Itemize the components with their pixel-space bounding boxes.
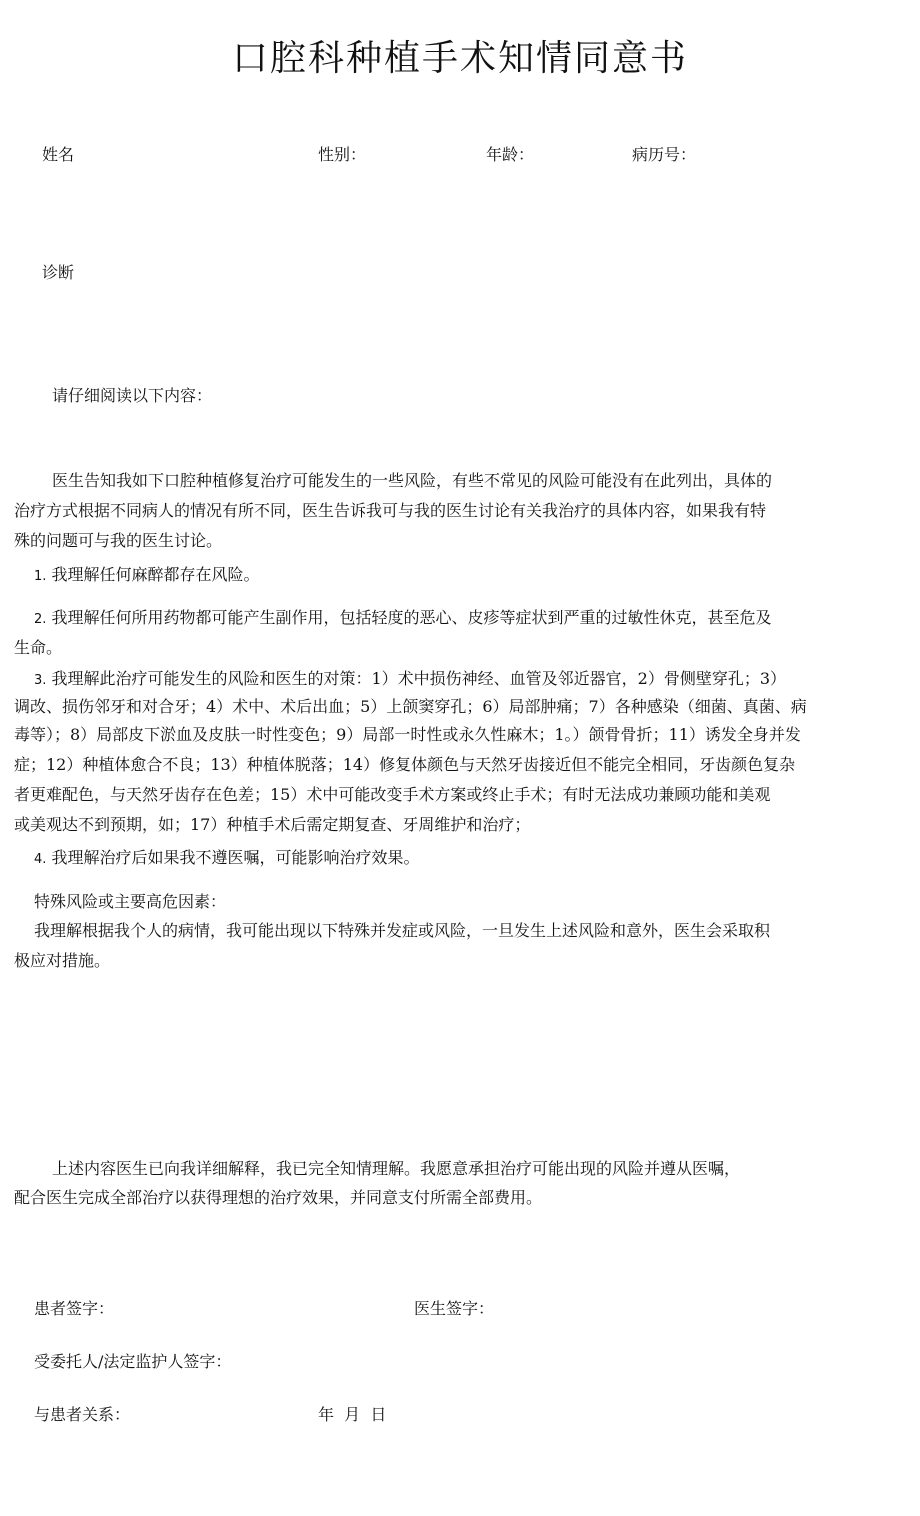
item-text: 症；12）种植体愈合不良；13）种植体脱落；14）修复体颜色与天然牙齿接近但不能完全相同，牙齿颜色复杂 — [14, 755, 796, 774]
item-text: 或美观达不到预期，如；17）种植手术后需定期复查、牙周维护和治疗； — [14, 815, 531, 834]
item-number: 4. — [34, 852, 47, 867]
special-risk-line: 我理解根据我个人的病情，我可能出现以下特殊并发症或风险，一旦发生上述风险和意外，医生会采取积 — [34, 921, 771, 940]
item-text: 者更难配色，与天然牙齿存在色差；15）术中可能改变手术方案或终止手术；有时无法成功兼顾功能和美观 — [14, 785, 771, 804]
page-title: 口腔科种植手术知情同意书 — [231, 38, 688, 79]
item-text: 生命。 — [14, 638, 63, 657]
name-label: 姓名 — [42, 145, 75, 164]
item-number: 3. — [34, 673, 47, 688]
age-label: 年龄： — [486, 145, 535, 164]
guardian-signature-label: 受委托人/法定监护人签字： — [34, 1352, 232, 1371]
gender-label: 性别： — [318, 145, 367, 164]
patient-signature-label: 患者签字： — [34, 1299, 115, 1318]
item-text: 我理解任何麻醉都存在风险。 — [51, 565, 260, 584]
date-label: 年 月 日 — [318, 1405, 387, 1424]
read-prompt: 请仔细阅读以下内容： — [52, 386, 213, 405]
item-number: 1. — [34, 569, 47, 584]
intro-line: 医生告知我如下口腔种植修复治疗可能发生的一些风险，有些不常见的风险可能没有在此列出，具体的 — [52, 471, 773, 490]
item-text: 调改、损伤邻牙和对合牙；4）术中、术后出血；5）上颌窦穿孔；6）局部肿痛；7）各种感染（细菌、真菌、病 — [14, 697, 807, 716]
intro-line: 殊的问题可与我的医生讨论。 — [14, 531, 223, 550]
item-number: 2. — [34, 612, 47, 627]
item-1 — [34, 562, 260, 585]
item-text: 我理解此治疗可能发生的风险和医生的对策：1）术中损伤神经、血管及邻近器官，2）骨侧壁穿孔；3） — [51, 669, 787, 688]
item-3 — [34, 666, 786, 689]
item-text: 我理解治疗后如果我不遵医嘱，可能影响治疗效果。 — [51, 848, 420, 867]
special-risk-heading: 特殊风险或主要高危因素： — [34, 892, 227, 911]
item-4 — [34, 845, 420, 868]
item-2 — [34, 605, 772, 628]
item-text: 我理解任何所用药物都可能产生副作用，包括轻度的恶心、皮疹等症状到严重的过敏性休克，甚至危及 — [51, 608, 772, 627]
diagnosis-label: 诊断 — [42, 263, 75, 282]
intro-line: 治疗方式根据不同病人的情况有所不同，医生告诉我可与我的医生讨论有关我治疗的具体内容，如果我有特 — [14, 501, 767, 520]
special-risk-line: 极应对措施。 — [14, 951, 111, 970]
consent-line: 配合医生完成全部治疗以获得理想的治疗效果，并同意支付所需全部费用。 — [14, 1188, 543, 1207]
consent-line: 上述内容医生已向我详细解释，我已完全知情理解。我愿意承担治疗可能出现的风险并遵从医嘱， — [52, 1159, 741, 1178]
record-number-label: 病历号： — [632, 145, 697, 164]
doctor-signature-label: 医生签字： — [414, 1299, 495, 1318]
relation-label: 与患者关系： — [34, 1405, 131, 1424]
item-text: 毒等）；8）局部皮下淤血及皮肤一时性变色；9）局部一时性或永久性麻木；1。）颌骨骨折；11）诱发全身并发 — [14, 725, 801, 744]
